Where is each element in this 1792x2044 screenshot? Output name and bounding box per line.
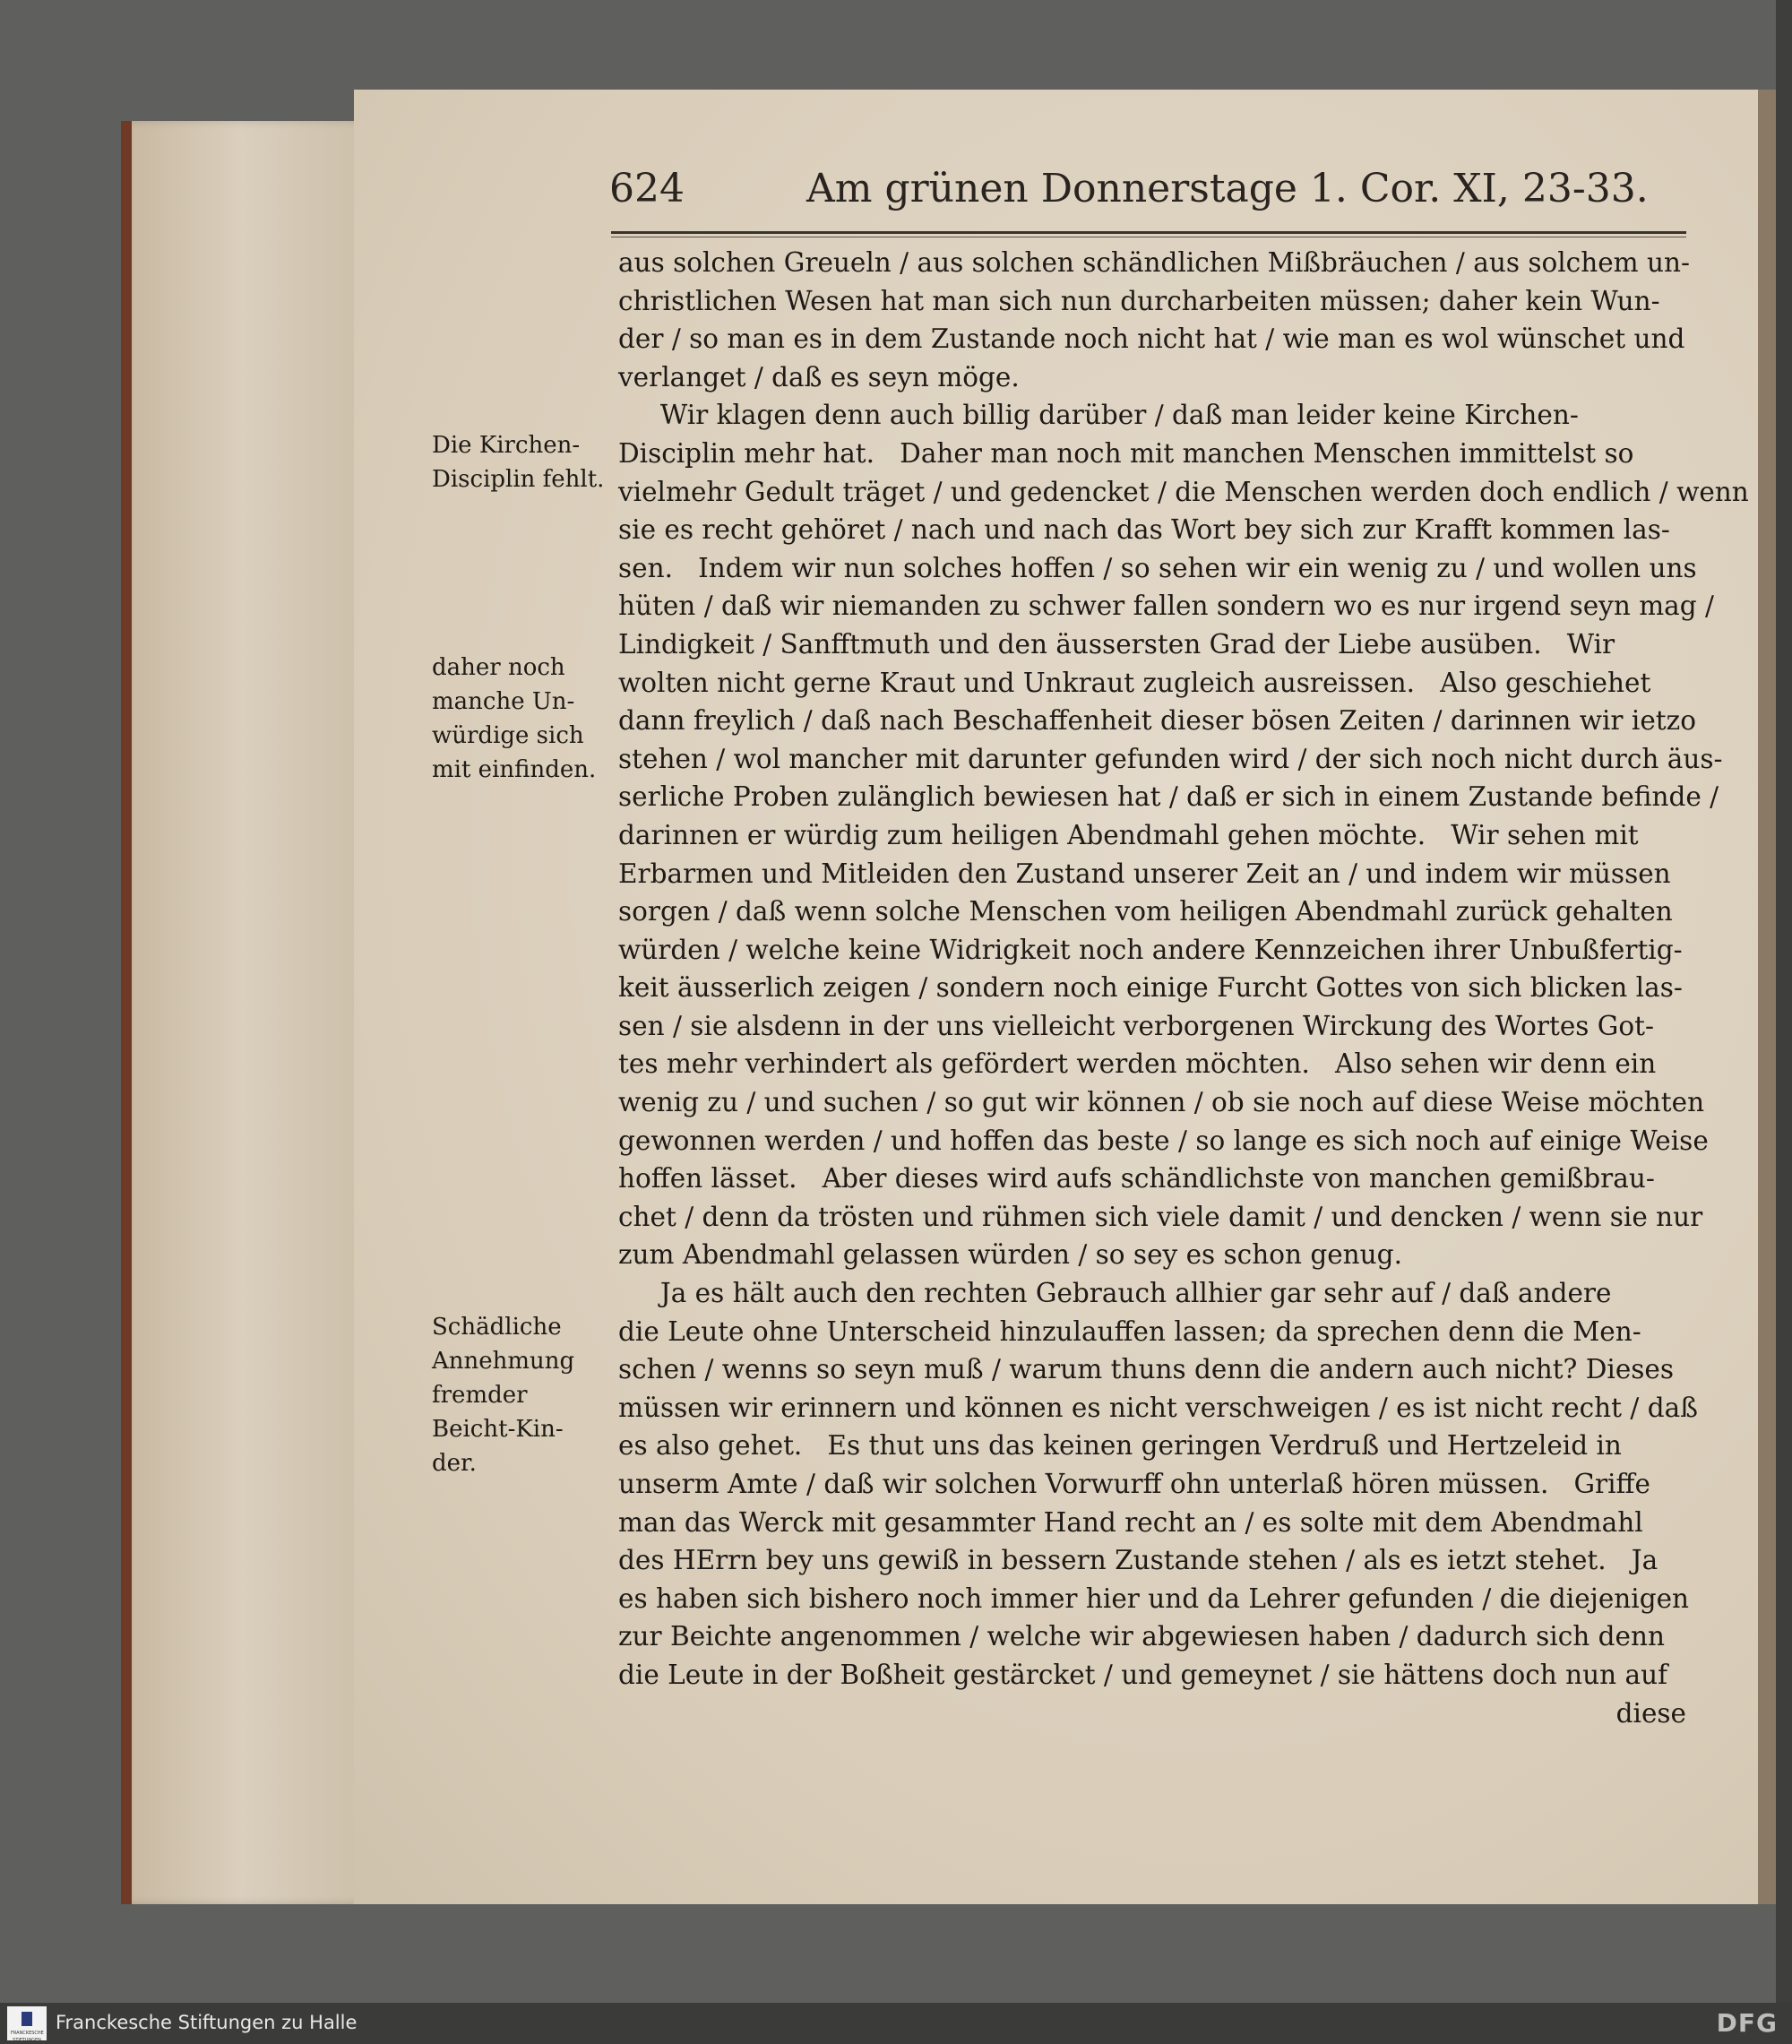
- header-rule: [611, 231, 1686, 234]
- text-line: sen / sie alsdenn in der uns vielleicht verborgenen Wirckung des Wortes Got-: [618, 1010, 1654, 1041]
- text-line: vielmehr Gedult träget / und gedencket / die Menschen werden doch endlich / wenn: [618, 476, 1749, 507]
- text-line: stehen / wol mancher mit darunter gefunden wird / der sich noch nicht durch äus-: [618, 743, 1723, 774]
- text-line: hoffen lässet. Aber dieses wird aufs schändlichste von manchen gemißbrau-: [618, 1163, 1655, 1194]
- text-line: Erbarmen und Mitleiden den Zustand unserer Zeit an / und indem wir müssen: [618, 858, 1671, 889]
- text-line: sie es recht gehöret / nach und nach das Wort bey sich zur Krafft kommen las-: [618, 514, 1670, 546]
- text-line: wenig zu / und suchen / so gut wir können / ob sie noch auf diese Weise möchten: [618, 1087, 1705, 1118]
- catchword: diese: [1615, 1697, 1686, 1729]
- text-line: die Leute in der Boßheit gestärcket / und gemeynet / sie hättens doch nun auf: [618, 1659, 1668, 1690]
- institution-logo[interactable]: [7, 2006, 47, 2043]
- book-page-edges: [121, 121, 374, 1904]
- logo-text: FRANCKESCHE STIFTUNGEN: [11, 2031, 44, 2043]
- text-line: dann freylich / daß nach Beschaffenheit dieser bösen Zeiten / darinnen wir ietzo: [618, 705, 1696, 737]
- text-line: der / so man es in dem Zustande noch nicht hat / wie man es wol wünschet und: [618, 323, 1685, 355]
- text-line: tes mehr verhindert als gefördert werden möchten. Also sehen wir denn ein: [618, 1048, 1657, 1080]
- text-line: man das Werck mit gesammter Hand recht an / es solte mit dem Abendmahl: [618, 1506, 1643, 1538]
- main-text-block: [618, 244, 1749, 1732]
- text-line: Ja es hält auch den rechten Gebrauch allhier gar sehr auf / daß andere: [618, 1278, 1612, 1309]
- page-number: 624: [609, 166, 685, 211]
- text-line: des HErrn bey uns gewiß in bessern Zustande stehen / als es ietzt stehet. Ja: [618, 1545, 1658, 1576]
- text-line: unserm Amte / daß wir solchen Vorwurff ohn unterlaß hören müssen. Griffe: [618, 1469, 1650, 1499]
- text-line: verlanget / daß es seyn möge.: [618, 361, 1020, 392]
- text-line: es also gehet. Es thut uns das keinen geringen Verdruß und Hertzeleid in: [618, 1430, 1622, 1462]
- text-line: keit äusserlich zeigen / sondern noch einige Furcht Gottes von sich blicken las-: [618, 972, 1683, 1004]
- text-line: zur Beichte angenommen / welche wir abgewiesen haben / dadurch sich denn: [618, 1621, 1665, 1652]
- text-line: die Leute ohne Unterscheid hinzulauffen lassen; da sprechen denn die Men-: [618, 1315, 1641, 1347]
- text-line: sorgen / daß wenn solche Menschen vom heiligen Abendmahl zurück gehalten: [618, 896, 1673, 927]
- text-line: darinnen er würdig zum heiligen Abendmahl gehen möchte. Wir sehen mit: [618, 819, 1639, 850]
- dfg-logo[interactable]: DFG: [1716, 2008, 1778, 2038]
- text-line: hüten / daß wir niemanden zu schwer fallen sondern wo es nur irgend seyn mag /: [618, 591, 1714, 622]
- text-line: würden / welche keine Widrigkeit noch andere Kennzeichen ihrer Unbußfertig-: [618, 934, 1683, 965]
- text-line: christlichen Wesen hat man sich nun durcharbeiten müssen; daher kein Wun-: [618, 285, 1660, 316]
- running-title: Am grünen Donnerstage 1. Cor. XI, 23-33.: [806, 166, 1649, 211]
- text-line: müssen wir erinnern und können es nicht verschweigen / es ist nicht recht / daß: [618, 1392, 1698, 1423]
- institution-name[interactable]: Franckesche Stiftungen zu Halle: [56, 2012, 358, 2033]
- margin-note-unwuerdige: daher noch manche Un- würdige sich mit einfinden.: [432, 654, 597, 783]
- text-line: serliche Proben zulänglich bewiesen hat / daß er sich in einem Zustande befinde /: [618, 781, 1719, 813]
- text-line: zum Abendmahl gelassen würden / so sey es schon genug.: [618, 1239, 1402, 1271]
- text-line: sen. Indem wir nun solches hoffen / so sehen wir ein wenig zu / und wollen uns: [618, 552, 1697, 583]
- text-line: gewonnen werden / und hoffen das beste / so lange es sich noch auf einige Weise: [618, 1125, 1709, 1156]
- margin-note-kirchen-disciplin: Die Kirchen- Disciplin fehlt.: [432, 432, 605, 493]
- text-line: Wir klagen denn auch billig darüber / daß man leider keine Kirchen-: [618, 400, 1579, 431]
- text-line: chet / denn da trösten und rühmen sich viele damit / und dencken / wenn sie nur: [618, 1201, 1703, 1232]
- text-line: Disciplin mehr hat. Daher man noch mit manchen Menschen immittelst so: [618, 437, 1634, 469]
- margin-note-beicht-kinder: Schädliche Annehmung fremder Beicht-Kin- der.: [432, 1314, 575, 1477]
- text-line: schen / wenns so seyn muß / warum thuns denn die andern auch nicht? Dieses: [618, 1354, 1675, 1385]
- logo-emblem-icon: [22, 2012, 32, 2026]
- text-line: wolten nicht gerne Kraut und Unkraut zugleich ausreissen. Also geschiehet: [618, 667, 1651, 698]
- book-fore-edge: [1758, 90, 1776, 1904]
- viewer-footer-bar: [0, 2003, 1792, 2044]
- text-line: aus solchen Greueln / aus solchen schändlichen Mißbräuchen / aus solchem un-: [618, 247, 1690, 278]
- text-line: Lindigkeit / Sanfftmuth und den äussersten Grad der Liebe ausüben. Wir: [618, 628, 1615, 660]
- scan-border: [1776, 0, 1792, 2003]
- running-header: [609, 166, 1684, 220]
- text-line: es haben sich bishero noch immer hier und da Lehrer gefunden / die diejenigen: [618, 1583, 1690, 1614]
